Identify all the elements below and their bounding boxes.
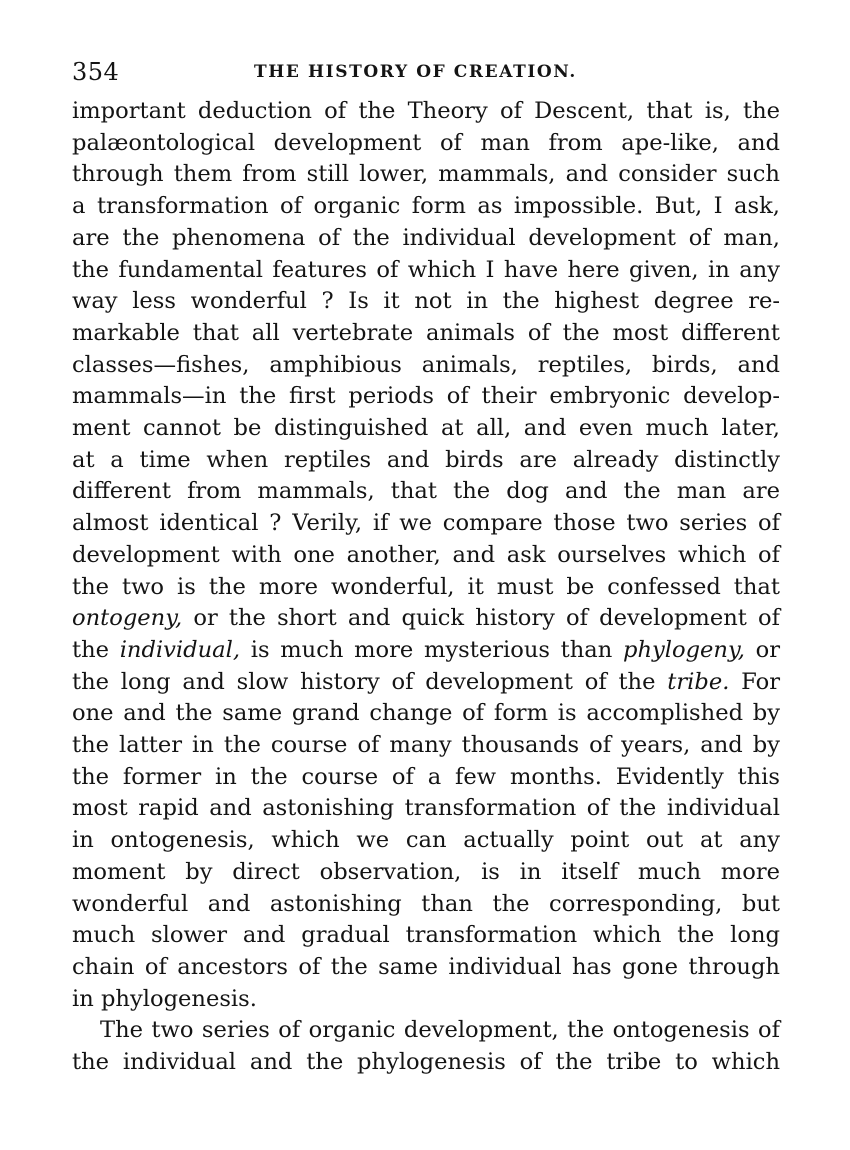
text-line: chain of ancestors of the same individual has gone through (72, 953, 780, 980)
text-line: development with one another, and ask ourselves which of (72, 541, 780, 568)
italic-term-individual: individual, (119, 636, 241, 663)
text-line: a transformation of organic form as impossible. But, I ask, (72, 193, 780, 220)
text-line: important deduction of the Theory of Descent, that is, the (72, 98, 780, 124)
text-line: ontogeny, or the short and quick history of development of (72, 605, 780, 632)
text-line: one and the same grand change of form is accomplished by (72, 700, 780, 727)
italic-term-phylogeny: phylogeny, (622, 636, 745, 663)
running-title: THE HISTORY OF CREATION. (254, 62, 577, 82)
paragraph-1 (72, 96, 780, 1015)
text-line: are the phenomena of the individual development of man, (72, 224, 780, 251)
text-line: classes—fishes, amphibious animals, reptiles, birds, and (72, 351, 780, 378)
text-line: in phylogenesis. (72, 985, 257, 1012)
text-line: the individual and the phylogenesis of the tribe to which (72, 1049, 780, 1076)
paragraph-2 (72, 1015, 780, 1078)
text-line: wonderful and astonishing than the corresponding, but (72, 890, 780, 917)
text-line: through them from still lower, mammals, and consider such (72, 161, 780, 188)
text-line: the latter in the course of many thousands of years, and by (72, 732, 780, 759)
text-line: The two series of organic development, the ontogenesis of (100, 1017, 780, 1044)
text-line: the two is the more wonderful, it must be confessed that (72, 573, 780, 600)
text-line: moment by direct observation, is in itself much more (72, 858, 780, 885)
body-text (72, 96, 780, 1079)
text-line: the fundamental features of which I have here given, in any (72, 256, 780, 283)
text-line: much slower and gradual transformation which the long (72, 922, 780, 949)
italic-term-tribe: tribe. (667, 668, 730, 695)
text-line: ment cannot be distinguished at all, and even much later, (72, 415, 780, 442)
text-line: mammals—in the first periods of their embryonic develop- (72, 383, 780, 410)
page-number: 354 (72, 58, 120, 86)
italic-term-ontogeny: ontogeny, (72, 605, 183, 632)
text-line: the long and slow history of development of the tribe. For (72, 668, 781, 695)
text-line: different from mammals, that the dog and the man are (72, 478, 780, 505)
book-page (72, 52, 780, 1079)
text-line: the former in the course of a few months. Evidently this (72, 763, 780, 790)
text-line: markable that all vertebrate animals of the most different (72, 319, 780, 346)
text-line: almost identical ? Verily, if we compare those two series of (72, 510, 780, 537)
text-line: most rapid and astonishing transformation of the individual (72, 795, 780, 822)
text-line: in ontogenesis, which we can actually point out at any (72, 827, 780, 854)
text-line: palæontological development of man from ape-like, and (72, 129, 780, 156)
text-line: way less wonderful ? Is it not in the highest degree re- (72, 288, 780, 315)
text-line: the individual, is much more mysterious than phylogeny, or (72, 636, 781, 663)
running-head (72, 52, 780, 92)
text-line: at a time when reptiles and birds are already distinctly (72, 446, 780, 473)
